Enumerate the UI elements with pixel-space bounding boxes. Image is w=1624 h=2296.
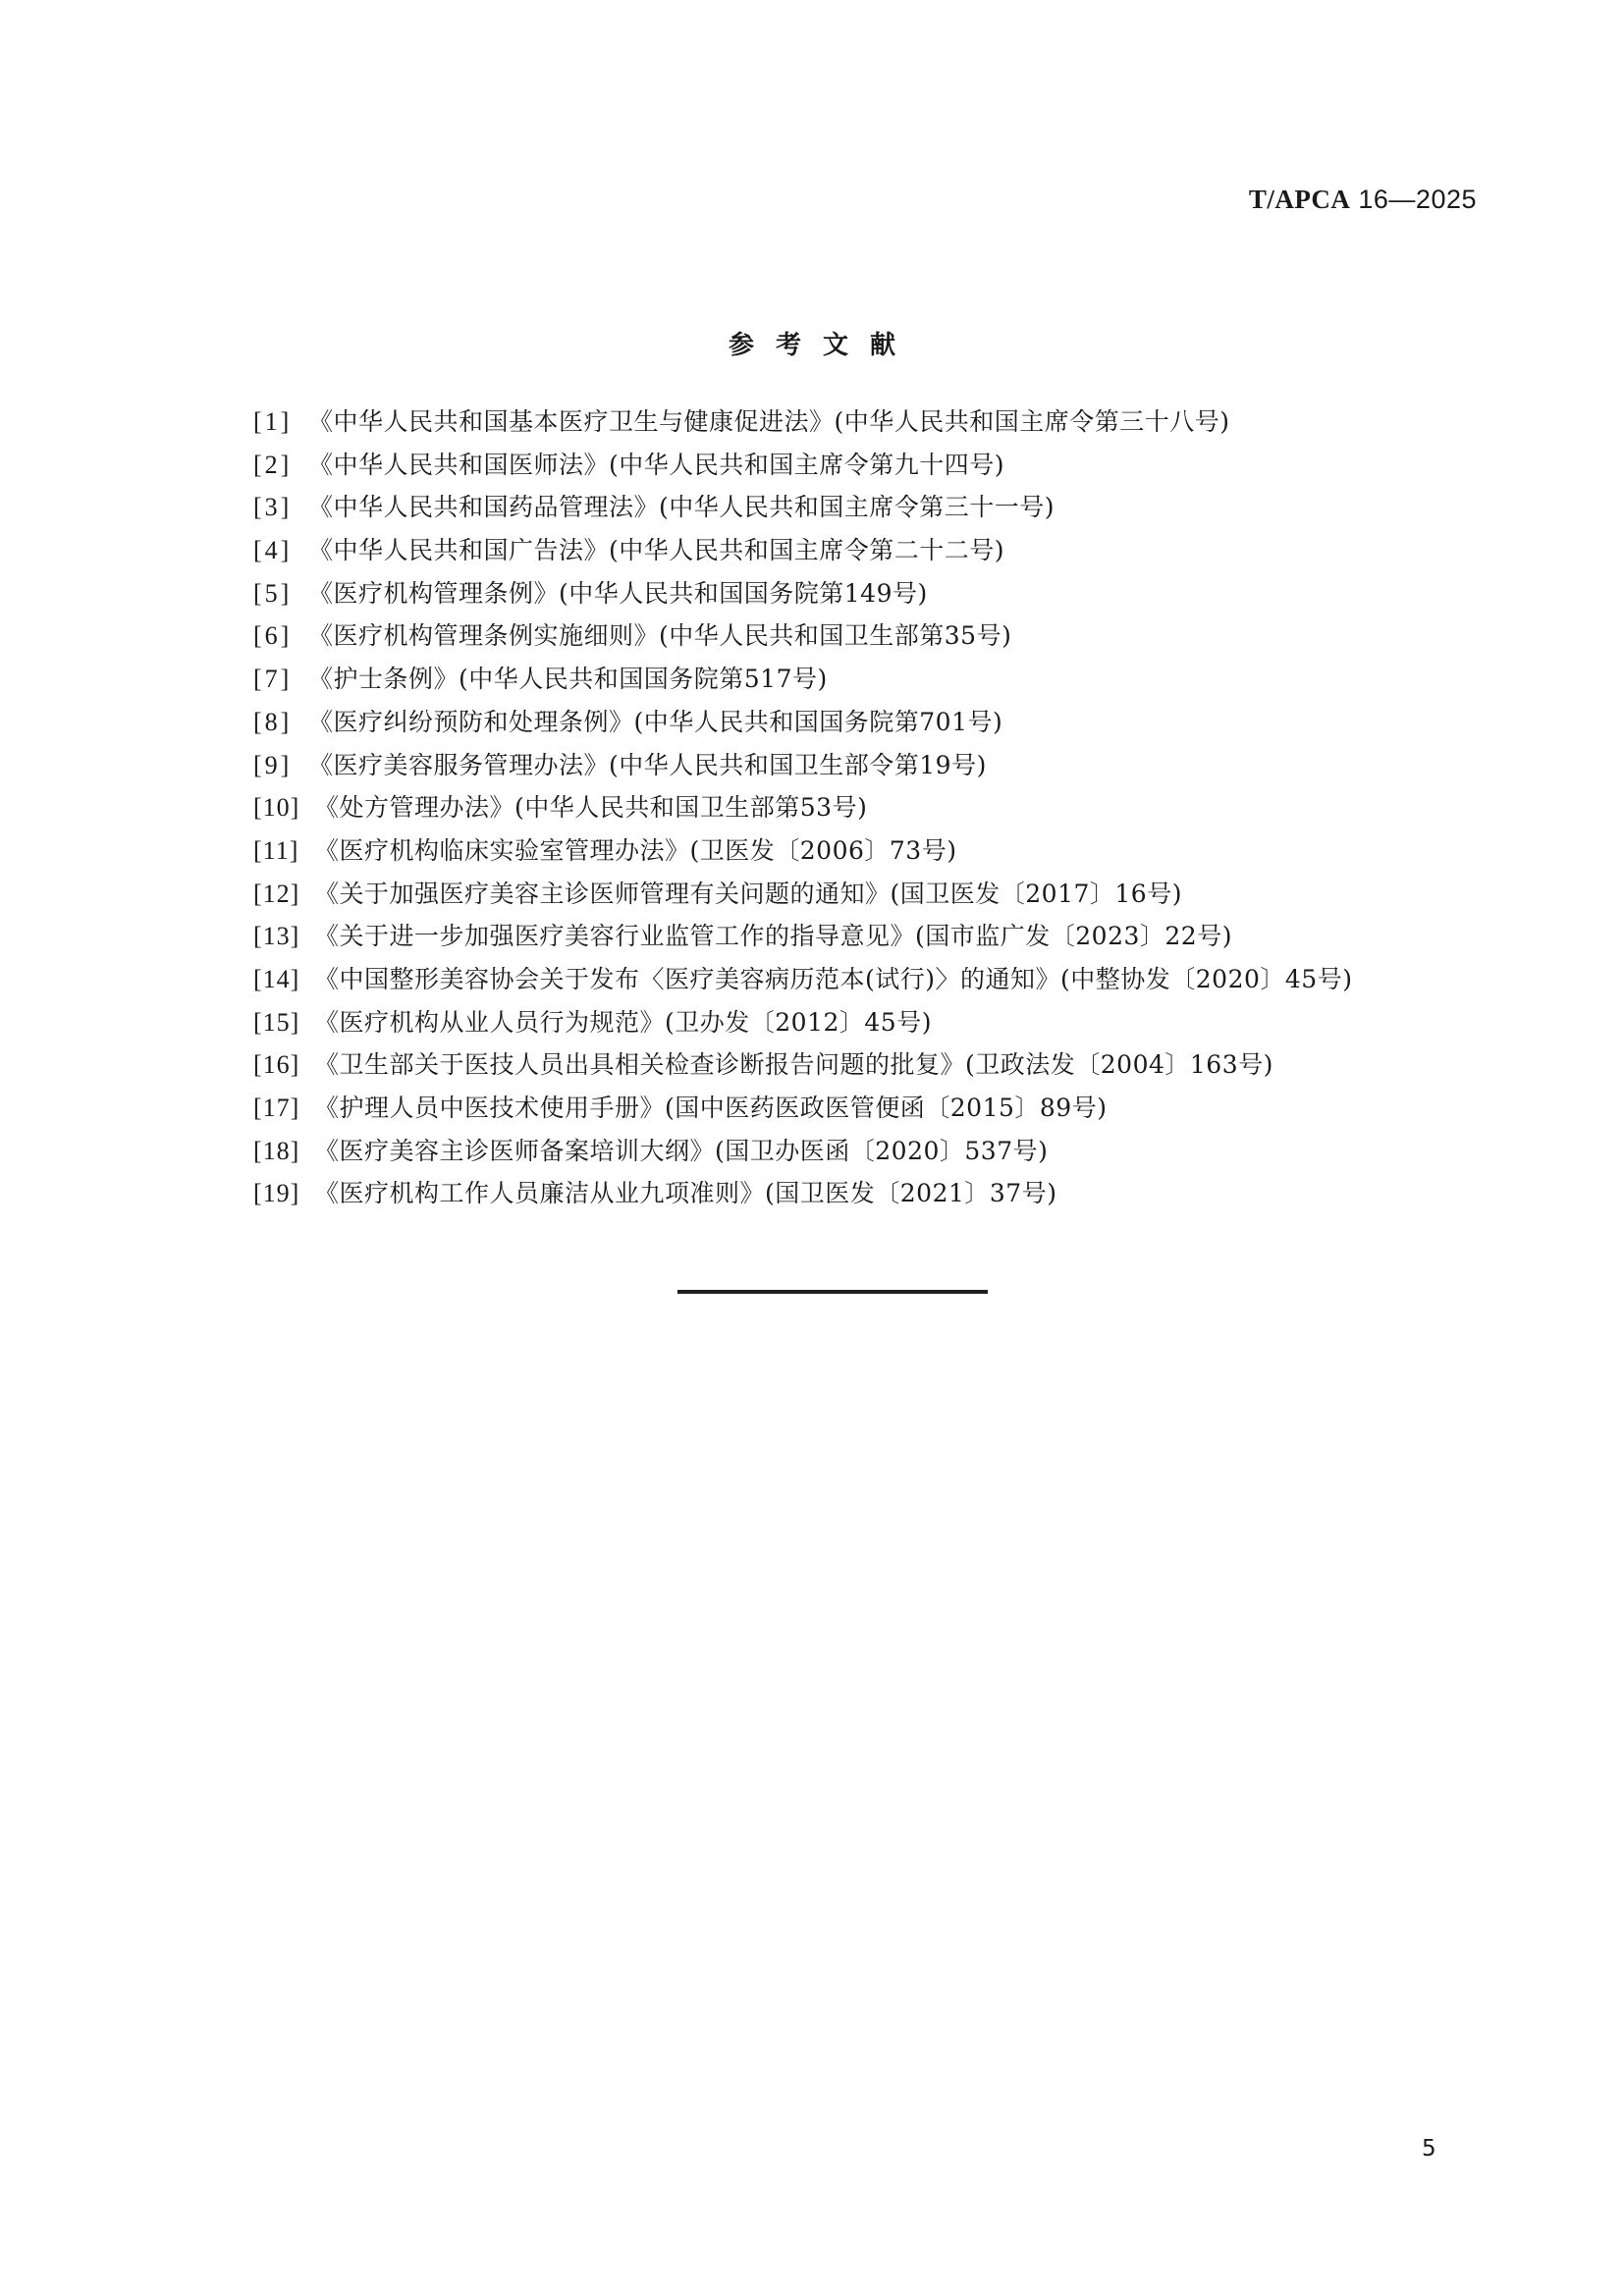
reference-text: 《关于加强医疗美容主诊医师管理有关问题的通知》(国卫医发〔2017〕16号) [314, 879, 1182, 908]
reference-number: [6] [253, 621, 293, 651]
document-code-header [1249, 185, 1477, 215]
section-title-references: 参考文献 [728, 331, 917, 360]
reference-list [253, 400, 1352, 1215]
reference-number: [4] [253, 536, 293, 565]
reference-item-12 [253, 873, 1352, 916]
reference-number: [18] [253, 1136, 300, 1165]
reference-number: [17] [253, 1094, 300, 1122]
document-code-prefix: T/APCA [1248, 185, 1351, 214]
reference-number: [12] [253, 879, 300, 908]
reference-number: [14] [253, 964, 300, 993]
end-of-section-rule [677, 1290, 988, 1294]
reference-number: [1] [253, 407, 293, 436]
reference-number: [15] [253, 1007, 300, 1037]
reference-item-1 [253, 400, 1352, 444]
reference-text: 《医疗机构管理条例实施细则》(中华人民共和国卫生部第35号) [308, 621, 1012, 651]
reference-item-2 [253, 444, 1352, 487]
reference-text: 《医疗机构从业人员行为规范》(卫办发〔2012〕45号) [314, 1007, 932, 1037]
reference-text: 《医疗纠纷预防和处理条例》(中华人民共和国国务院第701号) [308, 707, 1003, 736]
reference-text: 《医疗美容服务管理办法》(中华人民共和国卫生部令第19号) [308, 750, 987, 779]
reference-text: 《医疗机构工作人员廉洁从业九项准则》(国卫医发〔2021〕37号) [314, 1179, 1057, 1208]
reference-number: [19] [253, 1179, 300, 1208]
reference-number: [5] [253, 578, 293, 608]
reference-number: [2] [253, 450, 293, 479]
reference-item-13 [253, 915, 1352, 958]
reference-text: 《中国整形美容协会关于发布〈医疗美容病历范本(试行)〉的通知》(中整协发〔2020〕45号) [314, 964, 1353, 993]
reference-item-10 [253, 786, 1352, 829]
reference-number: [9] [253, 750, 293, 779]
reference-item-14 [253, 958, 1352, 1001]
reference-text: 《护士条例》(中华人民共和国国务院第517号) [308, 665, 828, 694]
reference-text: 《处方管理办法》(中华人民共和国卫生部第53号) [314, 793, 868, 823]
reference-item-5 [253, 572, 1352, 615]
reference-text: 《医疗机构管理条例》(中华人民共和国国务院第149号) [308, 578, 928, 608]
reference-text: 《卫生部关于医技人员出具相关检查诊断报告问题的批复》(卫政法发〔2004〕163号) [314, 1050, 1273, 1080]
reference-item-11 [253, 829, 1352, 873]
reference-number: [11] [253, 835, 299, 865]
reference-text: 《关于进一步加强医疗美容行业监管工作的指导意见》(国市监广发〔2023〕22号) [314, 922, 1232, 951]
reference-number: [16] [253, 1050, 300, 1080]
reference-item-6 [253, 614, 1352, 658]
reference-item-15 [253, 1001, 1352, 1044]
reference-number: [8] [253, 707, 293, 736]
reference-text: 《中华人民共和国广告法》(中华人民共和国主席令第二十二号) [308, 536, 1005, 565]
reference-item-3 [253, 486, 1352, 529]
reference-text: 《护理人员中医技术使用手册》(国中医药医政医管便函〔2015〕89号) [314, 1094, 1108, 1122]
reference-text: 《中华人民共和国药品管理法》(中华人民共和国主席令第三十一号) [308, 493, 1056, 522]
reference-text: 《中华人民共和国医师法》(中华人民共和国主席令第九十四号) [308, 450, 1005, 479]
reference-number: [10] [253, 793, 300, 823]
document-code-number: 16—2025 [1358, 185, 1477, 214]
reference-item-18 [253, 1130, 1352, 1173]
reference-item-9 [253, 744, 1352, 787]
reference-item-19 [253, 1172, 1352, 1215]
page-number: 5 [1422, 2136, 1436, 2162]
reference-number: [13] [253, 922, 300, 951]
reference-text: 《医疗机构临床实验室管理办法》(卫医发〔2006〕73号) [314, 835, 957, 865]
reference-item-4 [253, 529, 1352, 572]
reference-number: [7] [253, 665, 293, 694]
reference-text: 《中华人民共和国基本医疗卫生与健康促进法》(中华人民共和国主席令第三十八号) [308, 407, 1230, 436]
reference-item-17 [253, 1087, 1352, 1130]
reference-number: [3] [253, 493, 293, 522]
reference-text: 《医疗美容主诊医师备案培训大纲》(国卫办医函〔2020〕537号) [314, 1136, 1049, 1165]
reference-item-16 [253, 1043, 1352, 1087]
reference-item-8 [253, 701, 1352, 744]
reference-item-7 [253, 658, 1352, 701]
